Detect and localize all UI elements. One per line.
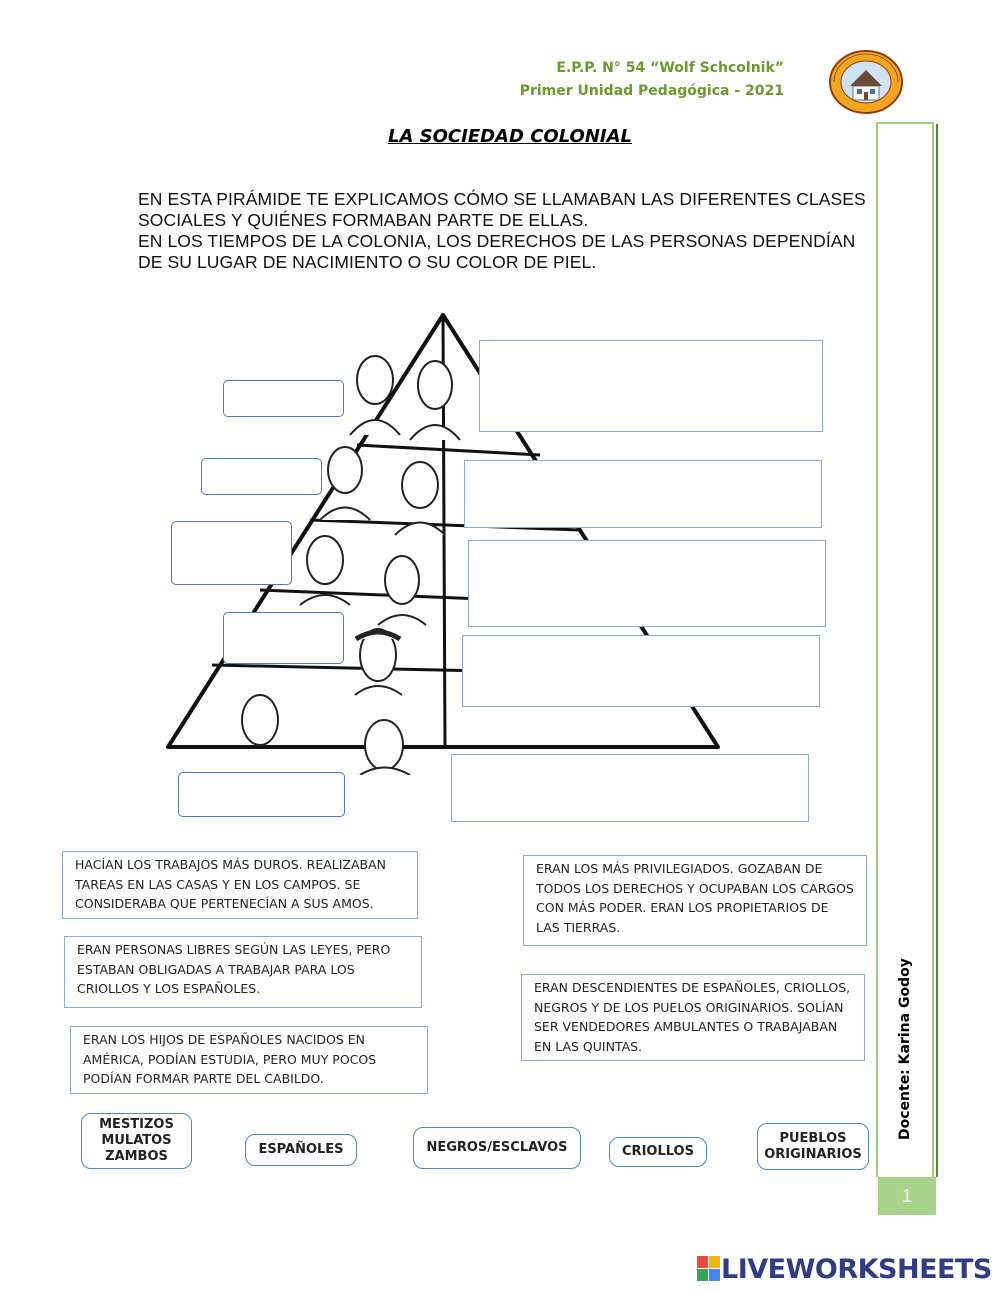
chip-mestizos-line-2: MULATOS <box>101 1133 172 1148</box>
intro-paragraph-2: EN LOS TIEMPOS DE LA COLONIA, LOS DERECHOS DE LAS PERSONAS DEPENDÍAN DE SU LUGAR DE NACIMIENTO O SU COLOR DE PIEL. <box>138 231 856 272</box>
blank-label-tier-2[interactable] <box>201 458 322 495</box>
chip-pueblos-originarios[interactable] <box>757 1123 869 1170</box>
chip-mestizos-line-1: MESTIZOS <box>99 1117 174 1132</box>
school-seal <box>828 50 904 114</box>
chip-mestizos[interactable] <box>81 1113 192 1169</box>
chip-criollos[interactable]: CRIOLLOS <box>609 1137 707 1167</box>
chip-pueblos-line-1: PUEBLOS <box>779 1130 847 1146</box>
chip-mestizos-line-3: ZAMBOS <box>105 1149 168 1164</box>
blank-label-tier-4[interactable] <box>223 612 344 664</box>
chip-negros-esclavos[interactable]: NEGROS/ESCLAVOS <box>413 1127 581 1169</box>
chip-pueblos-line-2: ORIGINARIOS <box>764 1146 862 1162</box>
page-title: LA SOCIEDAD COLONIAL <box>387 126 633 147</box>
description-card-pueblos[interactable]: ERAN PERSONAS LIBRES SEGÚN LAS LEYES, PERO ESTABAN OBLIGADAS A TRABAJAR PARA LOS CRIOLLOS Y LOS ESPAÑOLES. <box>64 936 422 1008</box>
blank-description-tier-4[interactable] <box>462 635 820 707</box>
teacher-name: Docente: Karina Godoy <box>897 958 913 1140</box>
description-card-criollos[interactable]: ERAN LOS HIJOS DE ESPAÑOLES NACIDOS EN AMÉRICA, PODÍAN ESTUDIA, PERO MUY POCOS PODÍAN FORMAR PARTE DEL CABILDO. <box>70 1026 428 1094</box>
unit-label: Primer Unidad Pedagógica - 2021 <box>519 83 784 99</box>
description-card-espanoles[interactable]: ERAN LOS MÁS PRIVILEGIADOS. GOZABAN DE TODOS LOS DERECHOS Y OCUPABAN LOS CARGOS CON MÁS PODER. ERAN LOS PROPIETARIOS DE LAS TIERRAS. <box>523 855 867 946</box>
blank-description-tier-5[interactable] <box>451 754 809 822</box>
blank-label-tier-3[interactable] <box>171 521 292 585</box>
intro-paragraph-1: EN ESTA PIRÁMIDE TE EXPLICAMOS CÓMO SE LLAMABAN LAS DIFERENTES CLASES SOCIALES Y QUIÉNES FORMABAN PARTE DE ELLAS. <box>138 189 866 230</box>
description-card-mestizos[interactable]: ERAN DESCENDIENTES DE ESPAÑOLES, CRIOLLOS, NEGROS Y DE LOS PUELOS ORIGINARIOS. SOLÍAN SER VENDEDORES AMBULANTES O TRABAJABAN EN LAS QUINTAS. <box>521 974 865 1061</box>
blank-description-tier-1[interactable] <box>479 340 823 432</box>
liveworksheets-logo-icon <box>697 1256 721 1282</box>
figure-tier-4 <box>355 629 402 695</box>
brand-name: LIVEWORKSHEETS <box>721 1253 992 1285</box>
blank-description-tier-3[interactable] <box>468 540 826 627</box>
page-number: 1 <box>878 1177 936 1215</box>
blank-label-tier-1[interactable] <box>223 380 344 417</box>
figure-tier-1 <box>350 356 460 440</box>
liveworksheets-brand[interactable] <box>697 1254 992 1284</box>
description-card-esclavos[interactable]: HACÍAN LOS TRABAJOS MÁS DUROS. REALIZABAN TAREAS EN LAS CASAS Y EN LOS CAMPOS. SE CONSIDERABA QUE PERTENECÍAN A SUS AMOS. <box>62 851 418 919</box>
school-name: E.P.P. N° 54 “Wolf Schcolnik” <box>556 60 784 76</box>
figure-tier-5 <box>242 695 410 775</box>
blank-label-tier-5[interactable] <box>178 772 345 817</box>
chip-espanoles[interactable]: ESPAÑOLES <box>245 1134 357 1166</box>
intro-text <box>138 189 883 273</box>
blank-description-tier-2[interactable] <box>464 460 822 528</box>
